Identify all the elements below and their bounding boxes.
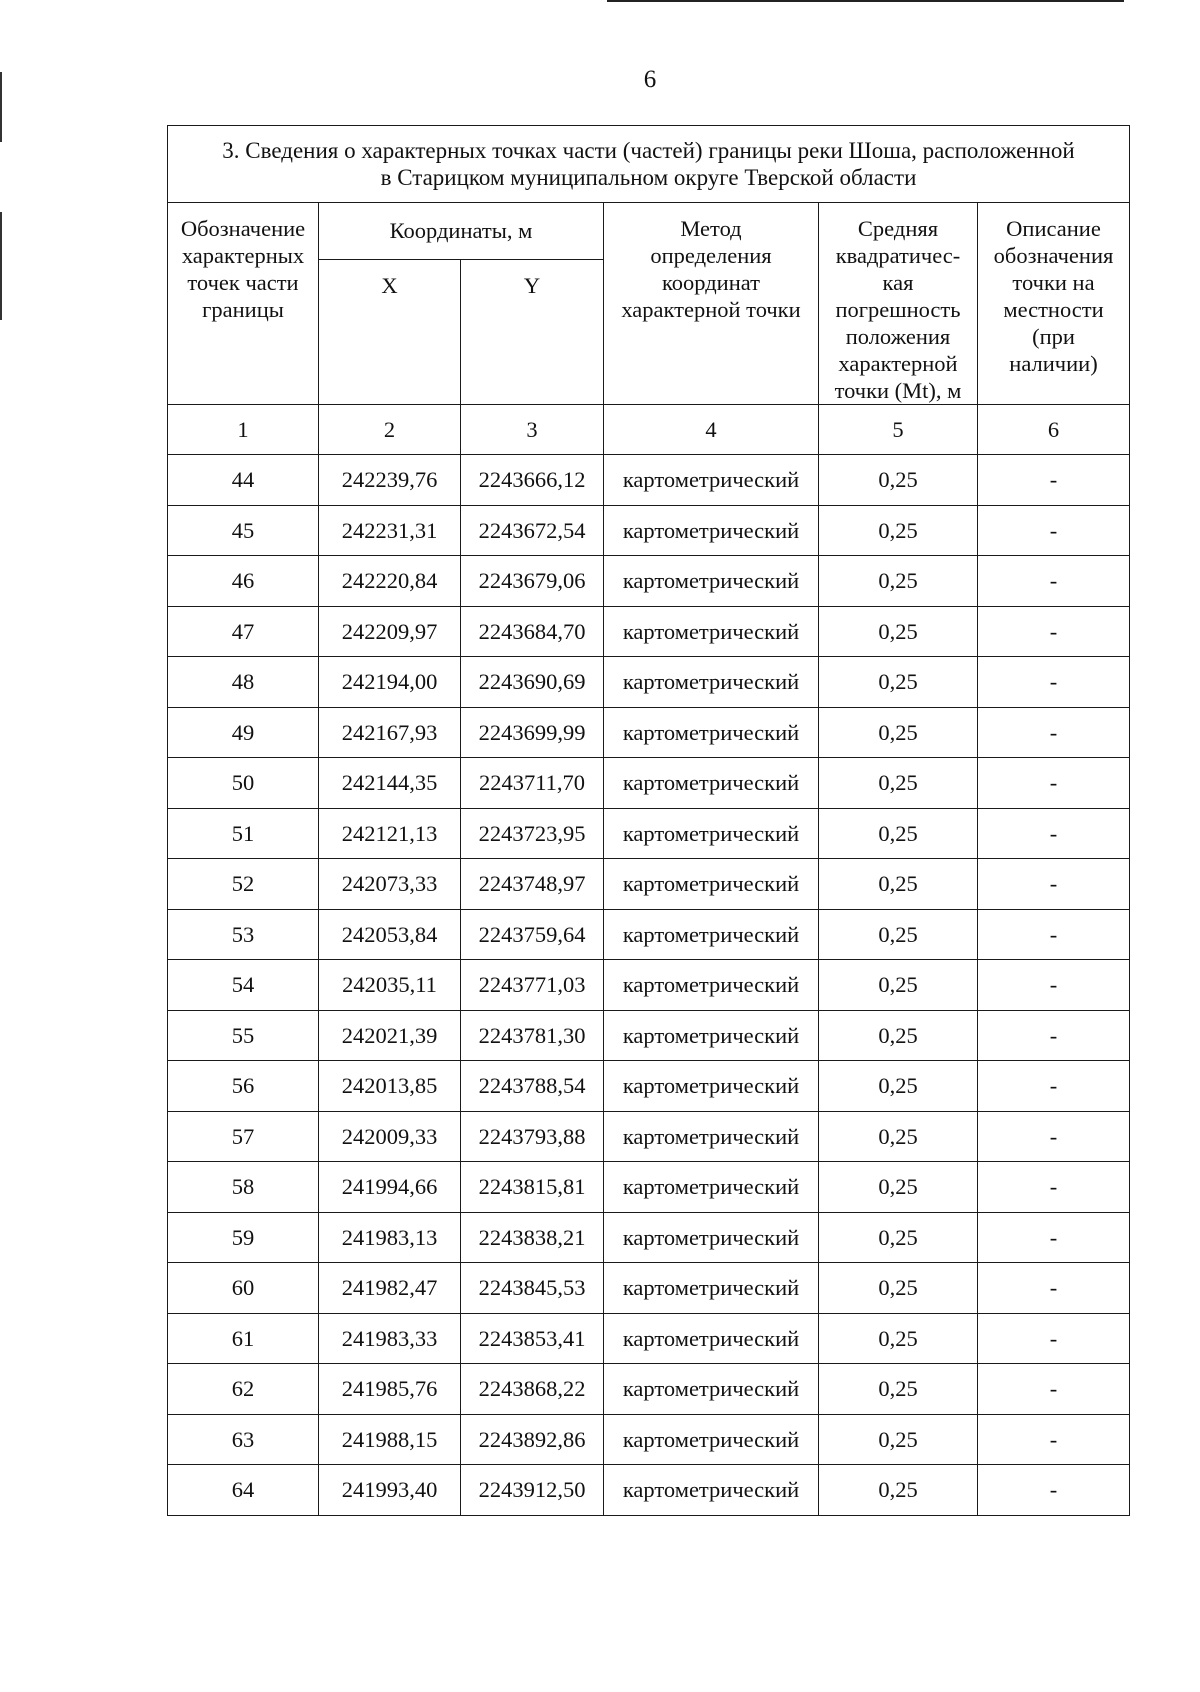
page-number: 6 bbox=[643, 66, 657, 93]
cell-y: 2243788,54 bbox=[461, 1061, 604, 1112]
cell-x: 242194,00 bbox=[319, 657, 461, 708]
cell-x: 242073,33 bbox=[319, 859, 461, 910]
cell-x: 242144,35 bbox=[319, 758, 461, 809]
cell-error: 0,25 bbox=[819, 455, 978, 506]
cell-x: 242009,33 bbox=[319, 1111, 461, 1162]
cell-method: картометрический bbox=[604, 1263, 819, 1314]
header-point bbox=[168, 203, 319, 405]
cell-point: 45 bbox=[168, 505, 319, 556]
table-title-line: в Старицком муниципальном округе Тверской области bbox=[380, 165, 917, 190]
cell-description: - bbox=[978, 909, 1130, 960]
cell-y: 2243892,86 bbox=[461, 1414, 604, 1465]
cell-error: 0,25 bbox=[819, 859, 978, 910]
cell-description: - bbox=[978, 707, 1130, 758]
table-row bbox=[168, 1414, 1130, 1465]
cell-description: - bbox=[978, 455, 1130, 506]
cell-y: 2243912,50 bbox=[461, 1465, 604, 1516]
column-number: 1 bbox=[168, 405, 319, 455]
table-row bbox=[168, 909, 1130, 960]
cell-error: 0,25 bbox=[819, 1465, 978, 1516]
top-edge-rule bbox=[607, 0, 1124, 2]
cell-y: 2243679,06 bbox=[461, 556, 604, 607]
header-line: точки (Mt), м bbox=[834, 378, 962, 403]
table-title bbox=[168, 126, 1130, 203]
header-line: Метод bbox=[680, 216, 742, 241]
cell-error: 0,25 bbox=[819, 1162, 978, 1213]
header-line: характерной точки bbox=[621, 297, 801, 322]
cell-description: - bbox=[978, 1414, 1130, 1465]
boundary-points-table bbox=[167, 125, 1130, 1516]
cell-y: 2243781,30 bbox=[461, 1010, 604, 1061]
cell-y: 2243853,41 bbox=[461, 1313, 604, 1364]
cell-method: картометрический bbox=[604, 1010, 819, 1061]
header-line: (при bbox=[1032, 324, 1075, 349]
header-line: квадратичес- bbox=[835, 243, 961, 268]
table-title-row bbox=[168, 126, 1130, 203]
table-row bbox=[168, 1364, 1130, 1415]
column-numbers-row bbox=[168, 405, 1130, 455]
header-line: погрешность bbox=[835, 297, 961, 322]
table-row bbox=[168, 455, 1130, 506]
column-number: 6 bbox=[978, 405, 1130, 455]
cell-method: картометрический bbox=[604, 859, 819, 910]
cell-error: 0,25 bbox=[819, 505, 978, 556]
cell-description: - bbox=[978, 505, 1130, 556]
cell-y: 2243838,21 bbox=[461, 1212, 604, 1263]
cell-error: 0,25 bbox=[819, 1313, 978, 1364]
cell-method: картометрический bbox=[604, 455, 819, 506]
cell-error: 0,25 bbox=[819, 1212, 978, 1263]
header-line: местности bbox=[1003, 297, 1104, 322]
cell-x: 242021,39 bbox=[319, 1010, 461, 1061]
cell-point: 47 bbox=[168, 606, 319, 657]
cell-point: 44 bbox=[168, 455, 319, 506]
cell-method: картометрический bbox=[604, 1414, 819, 1465]
table-row bbox=[168, 1111, 1130, 1162]
cell-point: 63 bbox=[168, 1414, 319, 1465]
cell-point: 57 bbox=[168, 1111, 319, 1162]
header-method bbox=[604, 203, 819, 405]
cell-point: 61 bbox=[168, 1313, 319, 1364]
cell-x: 241993,40 bbox=[319, 1465, 461, 1516]
header-line: характерной bbox=[838, 351, 958, 376]
table-row bbox=[168, 707, 1130, 758]
header-line: точки на bbox=[1012, 270, 1095, 295]
table-row bbox=[168, 1162, 1130, 1213]
cell-error: 0,25 bbox=[819, 1061, 978, 1112]
header-line: точек части bbox=[187, 270, 299, 295]
cell-x: 242167,93 bbox=[319, 707, 461, 758]
cell-error: 0,25 bbox=[819, 1010, 978, 1061]
cell-description: - bbox=[978, 960, 1130, 1011]
cell-error: 0,25 bbox=[819, 556, 978, 607]
table-row bbox=[168, 505, 1130, 556]
cell-y: 2243666,12 bbox=[461, 455, 604, 506]
cell-point: 59 bbox=[168, 1212, 319, 1263]
cell-method: картометрический bbox=[604, 556, 819, 607]
cell-error: 0,25 bbox=[819, 657, 978, 708]
cell-description: - bbox=[978, 758, 1130, 809]
cell-description: - bbox=[978, 556, 1130, 607]
cell-y: 2243868,22 bbox=[461, 1364, 604, 1415]
cell-point: 52 bbox=[168, 859, 319, 910]
table-row bbox=[168, 859, 1130, 910]
cell-error: 0,25 bbox=[819, 606, 978, 657]
cell-method: картометрический bbox=[604, 1111, 819, 1162]
table-row bbox=[168, 657, 1130, 708]
cell-error: 0,25 bbox=[819, 1111, 978, 1162]
cell-point: 64 bbox=[168, 1465, 319, 1516]
cell-point: 62 bbox=[168, 1364, 319, 1415]
cell-x: 241983,33 bbox=[319, 1313, 461, 1364]
header-line: Средняя bbox=[857, 216, 939, 241]
cell-method: картометрический bbox=[604, 960, 819, 1011]
header-line: кая bbox=[882, 270, 914, 295]
header-coordinates: Координаты, м bbox=[319, 203, 604, 260]
table-title-line: 3. Сведения о характерных точках части (частей) границы реки Шоша, расположенной bbox=[222, 138, 1075, 163]
cell-description: - bbox=[978, 1263, 1130, 1314]
cell-error: 0,25 bbox=[819, 758, 978, 809]
cell-x: 242239,76 bbox=[319, 455, 461, 506]
column-number: 5 bbox=[819, 405, 978, 455]
table-row bbox=[168, 1263, 1130, 1314]
header-line: наличии) bbox=[1009, 351, 1098, 376]
column-number: 3 bbox=[461, 405, 604, 455]
cell-description: - bbox=[978, 657, 1130, 708]
cell-x: 242231,31 bbox=[319, 505, 461, 556]
table-row bbox=[168, 1212, 1130, 1263]
column-number: 4 bbox=[604, 405, 819, 455]
cell-method: картометрический bbox=[604, 606, 819, 657]
cell-description: - bbox=[978, 1111, 1130, 1162]
cell-y: 2243723,95 bbox=[461, 808, 604, 859]
cell-description: - bbox=[978, 1313, 1130, 1364]
cell-x: 242220,84 bbox=[319, 556, 461, 607]
header-row bbox=[168, 203, 1130, 260]
cell-point: 50 bbox=[168, 758, 319, 809]
cell-error: 0,25 bbox=[819, 1414, 978, 1465]
table-row bbox=[168, 1465, 1130, 1516]
cell-description: - bbox=[978, 1364, 1130, 1415]
cell-y: 2243672,54 bbox=[461, 505, 604, 556]
header-line: определения bbox=[650, 243, 772, 268]
cell-method: картометрический bbox=[604, 1313, 819, 1364]
cell-x: 242121,13 bbox=[319, 808, 461, 859]
cell-point: 56 bbox=[168, 1061, 319, 1112]
table-row bbox=[168, 960, 1130, 1011]
column-number: 2 bbox=[319, 405, 461, 455]
cell-y: 2243699,99 bbox=[461, 707, 604, 758]
cell-point: 60 bbox=[168, 1263, 319, 1314]
cell-method: картометрический bbox=[604, 1061, 819, 1112]
table-row bbox=[168, 1061, 1130, 1112]
cell-x: 241983,13 bbox=[319, 1212, 461, 1263]
header-line: границы bbox=[202, 297, 284, 322]
cell-x: 242013,85 bbox=[319, 1061, 461, 1112]
header-description bbox=[978, 203, 1130, 405]
cell-point: 53 bbox=[168, 909, 319, 960]
cell-point: 58 bbox=[168, 1162, 319, 1213]
cell-y: 2243793,88 bbox=[461, 1111, 604, 1162]
cell-error: 0,25 bbox=[819, 960, 978, 1011]
table-row bbox=[168, 1313, 1130, 1364]
cell-error: 0,25 bbox=[819, 909, 978, 960]
cell-y: 2243748,97 bbox=[461, 859, 604, 910]
cell-y: 2243759,64 bbox=[461, 909, 604, 960]
table-row bbox=[168, 808, 1130, 859]
header-line: обозначения bbox=[993, 243, 1114, 268]
cell-y: 2243771,03 bbox=[461, 960, 604, 1011]
cell-method: картометрический bbox=[604, 808, 819, 859]
cell-x: 241988,15 bbox=[319, 1414, 461, 1465]
scan-edge-mark bbox=[0, 212, 2, 320]
cell-description: - bbox=[978, 1162, 1130, 1213]
cell-y: 2243711,70 bbox=[461, 758, 604, 809]
cell-x: 242053,84 bbox=[319, 909, 461, 960]
cell-x: 242035,11 bbox=[319, 960, 461, 1011]
cell-description: - bbox=[978, 1010, 1130, 1061]
table-row bbox=[168, 1010, 1130, 1061]
cell-method: картометрический bbox=[604, 657, 819, 708]
cell-method: картометрический bbox=[604, 1364, 819, 1415]
cell-description: - bbox=[978, 606, 1130, 657]
cell-point: 48 bbox=[168, 657, 319, 708]
cell-description: - bbox=[978, 1465, 1130, 1516]
table-row bbox=[168, 606, 1130, 657]
cell-error: 0,25 bbox=[819, 1263, 978, 1314]
cell-description: - bbox=[978, 1212, 1130, 1263]
header-line: положения bbox=[845, 324, 951, 349]
cell-description: - bbox=[978, 808, 1130, 859]
cell-y: 2243684,70 bbox=[461, 606, 604, 657]
table-row bbox=[168, 758, 1130, 809]
cell-x: 241982,47 bbox=[319, 1263, 461, 1314]
cell-y: 2243690,69 bbox=[461, 657, 604, 708]
cell-method: картометрический bbox=[604, 1212, 819, 1263]
cell-method: картометрический bbox=[604, 505, 819, 556]
cell-point: 51 bbox=[168, 808, 319, 859]
cell-error: 0,25 bbox=[819, 1364, 978, 1415]
cell-x: 241985,76 bbox=[319, 1364, 461, 1415]
header-line: характерных bbox=[181, 243, 305, 268]
header-line: координат bbox=[661, 270, 760, 295]
cell-method: картометрический bbox=[604, 1162, 819, 1213]
cell-description: - bbox=[978, 1061, 1130, 1112]
table-row bbox=[168, 556, 1130, 607]
header-line: Описание bbox=[1006, 216, 1101, 241]
cell-point: 46 bbox=[168, 556, 319, 607]
cell-y: 2243815,81 bbox=[461, 1162, 604, 1213]
cell-x: 242209,97 bbox=[319, 606, 461, 657]
header-line: Обозначение bbox=[180, 216, 306, 241]
cell-description: - bbox=[978, 859, 1130, 910]
cell-point: 55 bbox=[168, 1010, 319, 1061]
cell-method: картометрический bbox=[604, 707, 819, 758]
header-error bbox=[819, 203, 978, 405]
cell-method: картометрический bbox=[604, 909, 819, 960]
cell-error: 0,25 bbox=[819, 808, 978, 859]
header-x: X bbox=[319, 259, 461, 404]
header-y: Y bbox=[461, 259, 604, 404]
cell-point: 49 bbox=[168, 707, 319, 758]
cell-x: 241994,66 bbox=[319, 1162, 461, 1213]
cell-method: картометрический bbox=[604, 758, 819, 809]
cell-point: 54 bbox=[168, 960, 319, 1011]
cell-y: 2243845,53 bbox=[461, 1263, 604, 1314]
cell-method: картометрический bbox=[604, 1465, 819, 1516]
cell-error: 0,25 bbox=[819, 707, 978, 758]
